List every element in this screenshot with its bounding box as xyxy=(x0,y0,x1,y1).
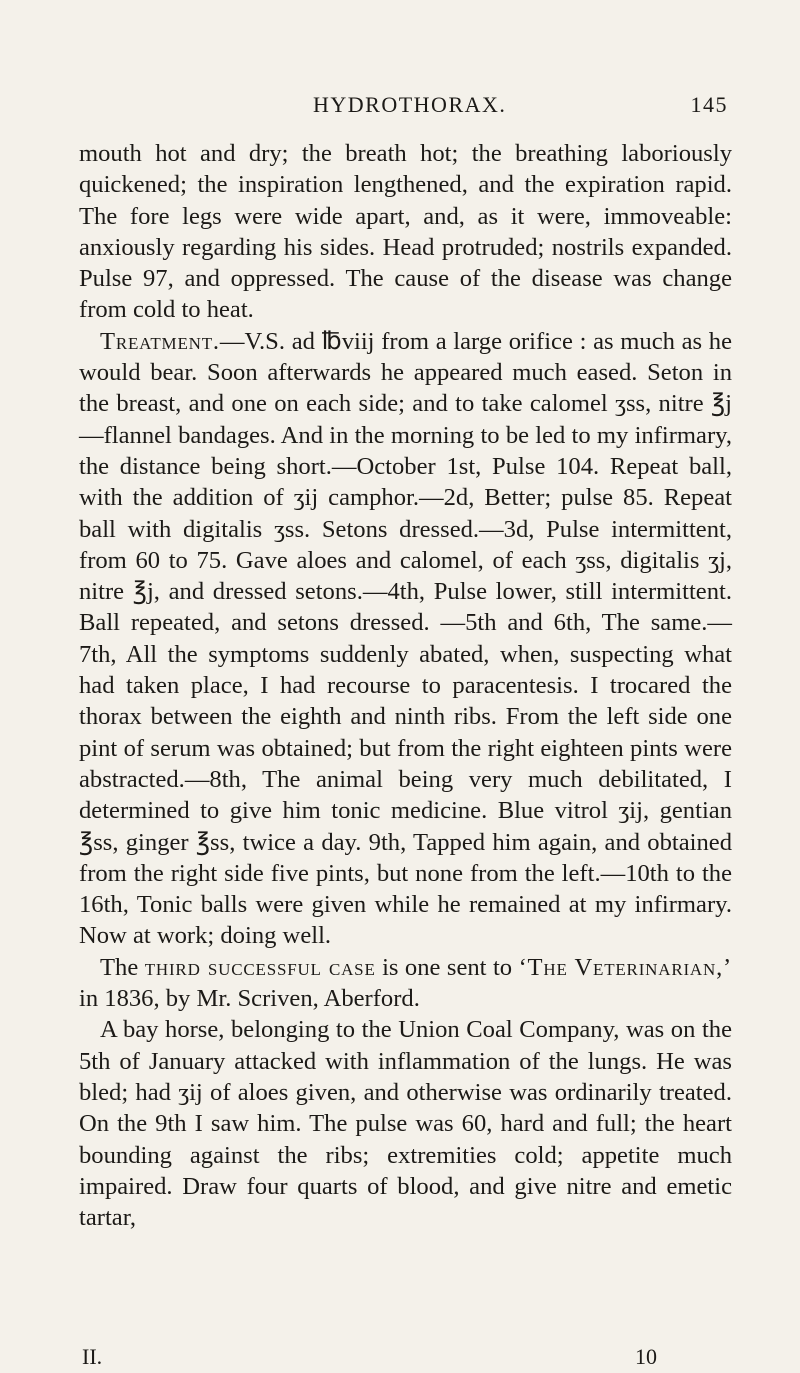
third-case-text-a: The xyxy=(100,953,145,981)
paragraph-third-case xyxy=(79,952,732,1015)
paragraph-treatment xyxy=(79,326,732,952)
page-footer xyxy=(82,1344,657,1370)
running-head xyxy=(313,92,728,118)
treatment-heading: Treatment. xyxy=(100,327,220,355)
third-case-text-c: in 1836, by Mr. Scriven, Aberford. xyxy=(79,985,420,1013)
signature-number: 10 xyxy=(635,1344,657,1369)
paragraph-bay-horse: A bay horse, belonging to the Union Coal Company, was on the 5th of January attacked with inflammation of the lungs. He was bled; had ʒij of aloes given, and otherwise was ordinarily treated. On the 9th I saw him. The pulse was 60, hard and full; the heart bounding against the ribs; extremities cold; appetite much impaired. Draw four quarts of blood, and give nitre and emetic tartar, xyxy=(79,1016,732,1232)
paragraph-symptoms: mouth hot and dry; the breath hot; the breathing laboriously quickened; the inspiration lengthened, and the expiration rapid. The fore legs were wide apart, and, as it were, immoveable: anxiously regarding his sides. Head protruded; nostrils expanded. Pulse 97, and oppressed. The cause of the disease was change from cold to heat. xyxy=(79,140,732,324)
running-title: HYDROTHORAX. xyxy=(313,92,507,117)
signature-mark: II. xyxy=(82,1344,103,1369)
treatment-text: —V.S. ad ℔viij from a large orifice : as much as he would bear. Soon afterwards he appeared much eased. Seton in the breast, and one on each side; and to take calomel ʒss, nitre ℥j—flannel bandages. And in the morning to be led to my infirmary, the distance being short.—October 1st, Pulse 104. Repeat ball, with the addition of ʒij camphor.—2d, Better; pulse 85. Repeat ball with digitalis ʒss. Setons dressed.—3d, Pulse intermittent, from 60 to 75. Gave aloes and calomel, of each ʒss, digitalis ʒj, nitre ℥j, and dressed setons.—4th, Pulse lower, still intermittent. Ball repeated, and setons dressed. —5th and 6th, The same.— 7th, All the symptoms suddenly abated, when, suspecting what had taken place, I had recourse to paracentesis. I trocared the thorax between the eighth and ninth ribs. From the left side one pint of serum was obtained; but from the right eighteen pints were abstracted.—8th, The animal being very much debilitated, I determined to give him tonic medicine. Blue vitrol ʒij, gentian ℥ss, ginger ℥ss, twice a day. 9th, Tapped him again, and obtained from the right side five pints, but none from the left.—10th to the 16th, Tonic balls were given while he remained at my infirmary. Now at work; doing well. xyxy=(79,327,732,950)
body-text xyxy=(79,138,732,1233)
page-number: 145 xyxy=(690,92,728,117)
third-case-heading: third successful case xyxy=(144,953,376,981)
journal-title: ‘The Veterinarian,’ xyxy=(518,953,733,981)
third-case-text-b: is one sent to xyxy=(375,953,519,981)
